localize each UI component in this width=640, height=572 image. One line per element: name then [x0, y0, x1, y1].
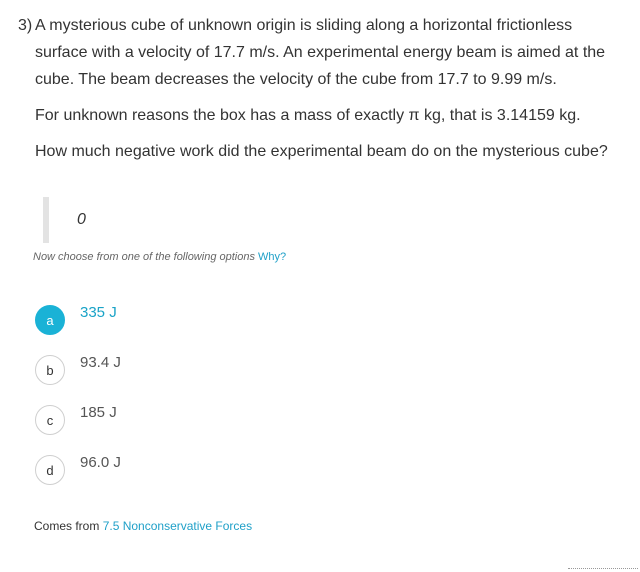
options-hint	[33, 251, 286, 263]
question-first-line	[18, 12, 628, 93]
option-b[interactable]	[35, 354, 121, 404]
option-c[interactable]	[35, 404, 121, 454]
option-b-label: 93.4 J	[80, 354, 121, 371]
source-link[interactable]: 7.5 Nonconservative Forces	[102, 519, 253, 533]
question-number: 3)	[18, 17, 33, 34]
answer-value: 0	[77, 211, 86, 228]
option-b-letter: b	[35, 355, 65, 385]
option-a[interactable]	[35, 304, 121, 354]
source-prefix: Comes from	[34, 519, 100, 533]
answer-options	[35, 304, 121, 504]
question-paragraph-3: How much negative work did the experimental beam do on the mysterious cube?	[35, 143, 608, 160]
question-block	[18, 12, 628, 165]
option-c-letter: c	[35, 405, 65, 435]
option-d-letter: d	[35, 455, 65, 485]
option-a-letter: a	[35, 305, 65, 335]
why-link[interactable]: Why?	[258, 251, 287, 263]
answer-field[interactable]	[43, 197, 86, 243]
question-paragraph-1: A mysterious cube of unknown origin is sliding along a horizontal frictionless surface with a velocity of 17.7 m/s. An experimental energy beam is aimed at the cube. The beam decreases the velocity of the cube from 17.7 to 9.99 m/s.	[35, 17, 606, 88]
option-c-label: 185 J	[80, 404, 117, 421]
option-d-label: 96.0 J	[80, 454, 121, 471]
source-line	[34, 519, 252, 533]
option-a-label: 335 J	[80, 304, 117, 321]
option-d[interactable]	[35, 454, 121, 504]
options-hint-text: Now choose from one of the following options	[33, 251, 255, 263]
corner-watermark	[568, 568, 638, 572]
question-paragraph-2: For unknown reasons the box has a mass of exactly π kg, that is 3.14159 kg.	[35, 107, 581, 124]
